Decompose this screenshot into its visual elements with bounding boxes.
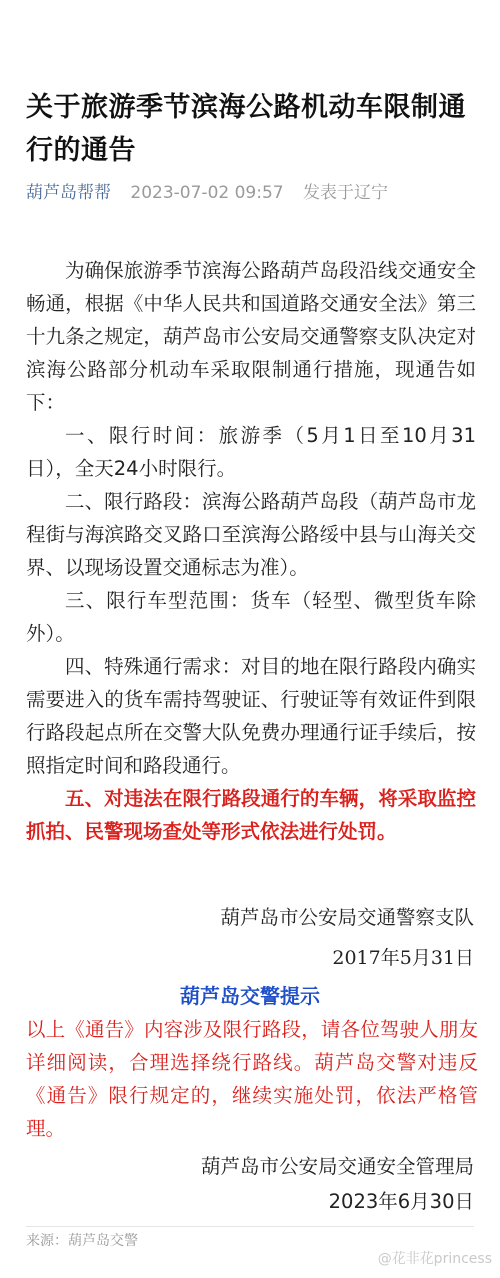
notice-item-penalty: 五、对违法在限行路段通行的车辆，将采取监控抓拍、民警现场查处等形式依法进行处罚。 xyxy=(26,787,476,843)
publish-time: 2023-07-02 09:57 xyxy=(130,183,284,203)
tip-heading: 葫芦岛交警提示 xyxy=(180,984,320,1008)
footer-divider xyxy=(26,1226,474,1227)
tip-date: 2023年6月30日 xyxy=(328,1190,474,1213)
tip-signature: 葫芦岛市公安局交通安全管理局 xyxy=(200,1155,474,1178)
notice-date: 2017年5月31日 xyxy=(332,947,474,969)
notice-intro: 为确保旅游季节滨海公路葫芦岛段沿线交通安全畅通，根据《中华人民共和国道路交通安全法》第三十九条之规定，葫芦岛市公安局交通警察支队决定对滨海公路部分机动车采取限制通行措施，现通告如下： xyxy=(26,259,476,414)
publish-location: 发表于辽宁 xyxy=(303,183,389,203)
notice-signature: 葫芦岛市公安局交通警察支队 xyxy=(220,906,474,929)
article-title: 关于旅游季节滨海公路机动车限制通行的通告 xyxy=(26,92,466,166)
article-meta xyxy=(26,180,486,206)
author-link[interactable]: 葫芦岛帮帮 xyxy=(26,183,111,203)
tip-text: 以上《通告》内容涉及限行路段，请各位驾驶人朋友详细阅读，合理选择绕行路线。葫芦岛交警对违反《通告》限行规定的，继续实施处罚，依法严格管理。 xyxy=(26,1018,478,1140)
notice-item-special: 四、特殊通行需求：对目的地在限行路段内确实需要进入的货车需持驾驶证、行驶证等有效证件到限行路段起点所在交警大队免费办理通行证手续后，按照指定时间和路段通行。 xyxy=(26,655,476,777)
watermark: @花非花princess xyxy=(377,1251,492,1267)
notice-item-vehicle: 三、限行车型范围：货车（轻型、微型货车除外）。 xyxy=(26,589,476,645)
notice-item-road: 二、限行路段：滨海公路葫芦岛段（葫芦岛市龙程街与海滨路交叉路口至滨海公路绥中县与山海关交界、以现场设置交通标志为准）。 xyxy=(26,490,476,579)
notice-item-time: 一、限行时间：旅游季（5月1日至10月31日），全天24小时限行。 xyxy=(26,424,476,480)
tip-body xyxy=(26,1013,478,1145)
notice-body xyxy=(26,254,476,848)
source-label: 来源：葫芦岛交警 xyxy=(26,1233,138,1249)
